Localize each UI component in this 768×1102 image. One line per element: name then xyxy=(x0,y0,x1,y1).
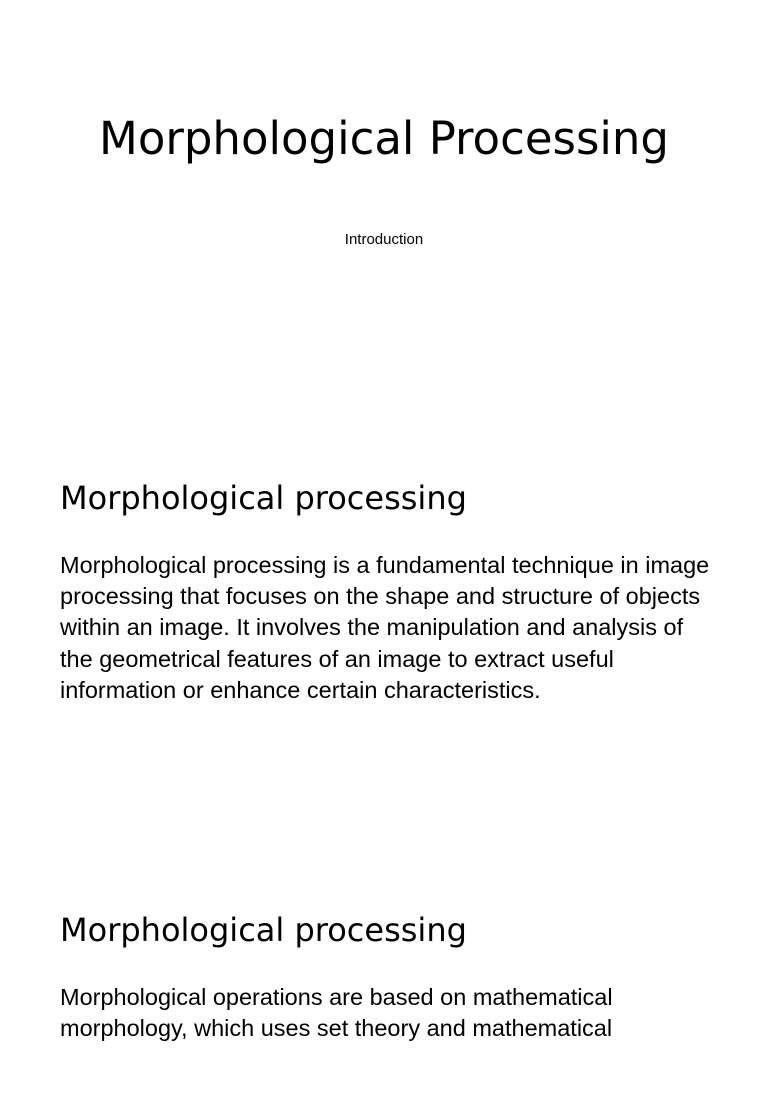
slide-heading: Morphological processing xyxy=(60,479,467,517)
content-slide xyxy=(0,902,768,1102)
presentation-title: Morphological Processing xyxy=(99,112,669,165)
presentation-subtitle: Introduction xyxy=(344,231,424,248)
content-slide xyxy=(0,470,768,770)
title-slide xyxy=(0,0,768,420)
slide-body-text: Morphological processing is a fundamental technique in image processing that focuses on the shape and structure of objects within an image. It involves the manipulation and analysis of the geometrical features of an image to extract useful information or enhance certain characteristics. xyxy=(60,552,710,703)
slide-heading: Morphological processing xyxy=(60,911,467,949)
slide-body-text: Morphological operations are based on mathematical morphology, which uses set theory and mathematical xyxy=(60,984,613,1042)
